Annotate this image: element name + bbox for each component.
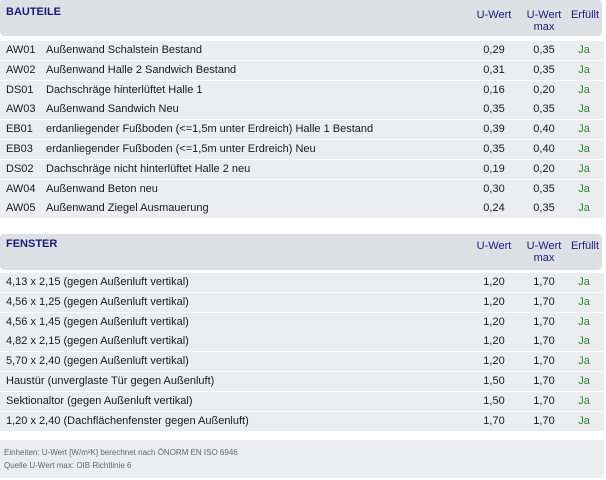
col-erfuellt: Erfüllt: [570, 9, 600, 21]
row-erfuellt: Ja: [578, 276, 590, 288]
row-u-wert: 0,35: [483, 103, 505, 116]
row-code: AW02: [6, 63, 36, 76]
table-row: [0, 273, 604, 292]
row-name: Dachschräge hinterlüftet Halle 1: [46, 83, 203, 96]
fenster-title: FENSTER: [6, 238, 58, 250]
footer-units: Einheiten: U-Wert [W/m²K] berechnet nach ÖNORM EN ISO 6946: [4, 448, 238, 457]
row-erfuellt: Ja: [578, 295, 590, 308]
row-u-wert-max: 1,70: [533, 355, 555, 368]
row-u-wert-max: 1,70: [533, 295, 555, 308]
table-row: [0, 412, 604, 431]
row-u-wert: 0,29: [483, 44, 505, 56]
row-name: 4,56 x 1,25 (gegen Außenluft vertikal): [6, 295, 189, 308]
table-row: [0, 41, 604, 60]
table-row: [0, 392, 604, 411]
row-u-wert: 1,50: [483, 375, 505, 387]
row-u-wert: 0,30: [483, 182, 505, 195]
col-u-wert-max-label: U-Wert: [526, 240, 562, 252]
row-erfuellt: Ja: [578, 394, 590, 407]
row-erfuellt: Ja: [578, 414, 590, 427]
row-name: Außenwand Halle 2 Sandwich Bestand: [46, 63, 237, 76]
row-name: Außenwand Beton neu: [46, 182, 158, 195]
table-row: [0, 352, 604, 371]
row-code: EB03: [6, 143, 33, 155]
footer-note: [0, 440, 604, 478]
row-name: Außenwand Schalstein Bestand: [46, 44, 202, 56]
table-row: [0, 332, 604, 351]
bauteile-title: BAUTEILE: [6, 6, 61, 18]
row-code: AW04: [6, 182, 36, 195]
row-erfuellt: Ja: [578, 315, 590, 328]
row-u-wert-max: 1,70: [533, 394, 555, 407]
row-u-wert-max: 1,70: [533, 375, 555, 387]
row-u-wert: 0,39: [483, 123, 505, 136]
row-u-wert: 1,70: [483, 414, 505, 427]
row-u-wert-max: 0,35: [533, 63, 555, 76]
table-row: [0, 180, 604, 199]
row-erfuellt: Ja: [578, 162, 590, 175]
row-erfuellt: Ja: [578, 143, 590, 155]
row-u-wert: 1,20: [483, 335, 505, 348]
row-erfuellt: Ja: [578, 182, 590, 195]
row-code: EB01: [6, 123, 33, 136]
row-name: Außenwand Sandwich Neu: [46, 103, 179, 116]
row-erfuellt: Ja: [578, 83, 590, 96]
row-u-wert: 1,20: [483, 315, 505, 328]
row-name: Haustür (unverglaste Tür gegen Außenluft): [6, 375, 215, 387]
fenster-header: [0, 234, 602, 270]
row-u-wert: 1,20: [483, 276, 505, 288]
row-u-wert-max: 0,35: [533, 182, 555, 195]
row-erfuellt: Ja: [578, 44, 590, 56]
table-row: [0, 61, 604, 80]
row-erfuellt: Ja: [578, 375, 590, 387]
row-u-wert-max: 0,20: [533, 162, 555, 175]
col-u-wert-max: [522, 240, 566, 264]
row-u-wert-max: 1,70: [533, 276, 555, 288]
row-u-wert-max: 1,70: [533, 414, 555, 427]
bauteile-header: [0, 0, 602, 36]
row-u-wert-max: 0,40: [533, 143, 555, 155]
table-row: [0, 372, 604, 391]
row-code: AW01: [6, 44, 36, 56]
row-u-wert-max: 0,40: [533, 123, 555, 136]
row-name: 4,82 x 2,15 (gegen Außenluft vertikal): [6, 335, 189, 348]
row-erfuellt: Ja: [578, 202, 590, 215]
row-erfuellt: Ja: [578, 355, 590, 368]
col-u-wert-max: [522, 9, 566, 33]
row-erfuellt: Ja: [578, 335, 590, 348]
table-row: [0, 199, 604, 218]
row-u-wert: 0,31: [483, 63, 505, 76]
row-name: Dachschräge nicht hinterlüftet Halle 2 neu: [46, 162, 251, 175]
footer-source: Quelle U-Wert max: OIB Richtlinie 6: [4, 461, 132, 470]
col-u-wert: U-Wert: [476, 240, 512, 252]
row-code: AW05: [6, 202, 36, 215]
row-u-wert: 0,24: [483, 202, 505, 215]
row-name: Sektionaltor (gegen Außenluft vertikal): [6, 394, 193, 407]
col-u-wert-max-sub: max: [533, 252, 555, 264]
row-name: 4,13 x 2,15 (gegen Außenluft vertikal): [6, 276, 189, 288]
table-row: [0, 293, 604, 312]
table-row: [0, 313, 604, 332]
row-u-wert: 0,35: [483, 143, 505, 155]
row-u-wert-max: 0,20: [533, 83, 555, 96]
row-name: 4,56 x 1,45 (gegen Außenluft vertikal): [6, 315, 189, 328]
row-u-wert: 0,16: [483, 83, 505, 96]
row-u-wert: 1,50: [483, 394, 505, 407]
row-code: AW03: [6, 103, 36, 116]
row-name: erdanliegender Fußboden (<=1,5m unter Erdreich) Neu: [46, 143, 316, 155]
row-u-wert-max: 0,35: [533, 44, 555, 56]
table-row: [0, 81, 604, 100]
row-erfuellt: Ja: [578, 103, 590, 116]
row-u-wert: 1,20: [483, 295, 505, 308]
row-u-wert-max: 0,35: [533, 103, 555, 116]
row-name: 1,20 x 2,40 (Dachflächenfenster gegen Außenluft): [6, 414, 249, 427]
row-name: Außenwand Ziegel Ausmauerung: [46, 202, 209, 215]
table-row: [0, 140, 604, 159]
row-code: DS02: [6, 162, 34, 175]
col-u-wert-max-label: U-Wert: [526, 9, 562, 21]
row-u-wert-max: 1,70: [533, 315, 555, 328]
row-u-wert-max: 1,70: [533, 335, 555, 348]
col-u-wert: U-Wert: [476, 9, 512, 21]
row-erfuellt: Ja: [578, 63, 590, 76]
row-erfuellt: Ja: [578, 123, 590, 136]
row-name: erdanliegender Fußboden (<=1,5m unter Erdreich) Halle 1 Bestand: [46, 123, 374, 136]
col-u-wert-max-sub: max: [533, 21, 555, 33]
row-u-wert: 0,19: [483, 162, 505, 175]
table-row: [0, 160, 604, 179]
row-u-wert: 1,20: [483, 355, 505, 368]
col-erfuellt: Erfüllt: [570, 240, 600, 252]
row-u-wert-max: 0,35: [533, 202, 555, 215]
row-name: 5,70 x 2,40 (gegen Außenluft vertikal): [6, 355, 189, 368]
row-code: DS01: [6, 83, 34, 96]
table-row: [0, 100, 604, 119]
table-row: [0, 120, 604, 139]
